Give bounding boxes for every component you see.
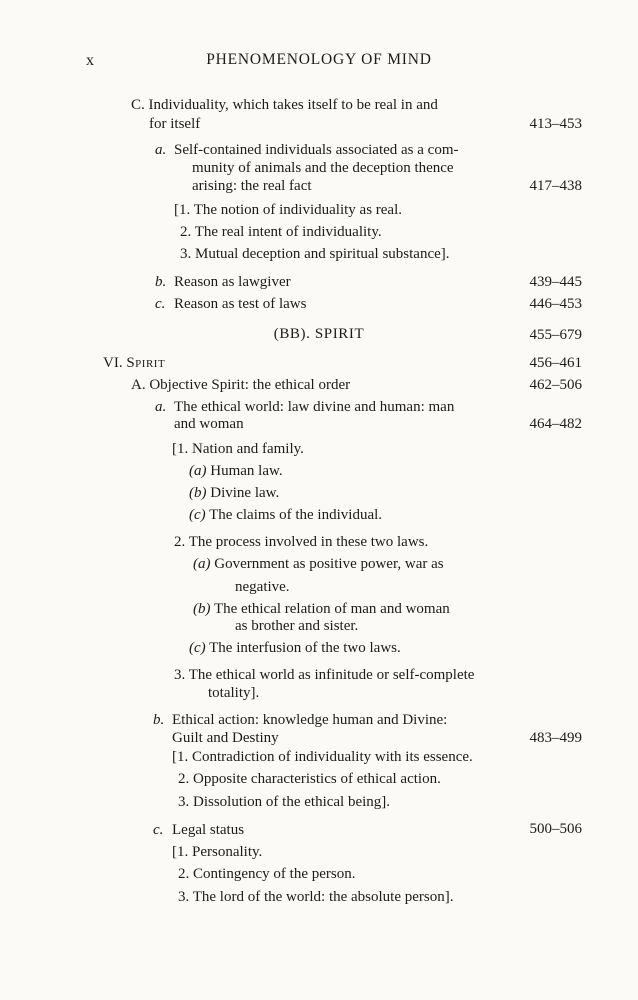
toc-entry-c-line1: C. Individuality, which takes itself to be real in and <box>131 97 438 113</box>
toc-entry-vi-a-b-line1: Ethical action: knowledge human and Divine: <box>172 712 448 728</box>
toc-subsubitem: (c) The claims of the individual. <box>189 507 383 523</box>
toc-subitem: 3. Mutual deception and spiritual substance]. <box>180 246 450 262</box>
toc-subitem: 3. Dissolution of the ethical being]. <box>178 794 391 810</box>
toc-entry-vi-a-pages: 462–506 <box>529 377 582 393</box>
page-number: x <box>86 52 94 69</box>
toc-subsubitem-cont: as brother and sister. <box>235 618 359 634</box>
toc-entry-c-pages: 413–453 <box>529 116 582 132</box>
toc-subsubitem-cont: negative. <box>235 579 290 595</box>
toc-entry-vi-a: A. Objective Spirit: the ethical order <box>131 377 351 393</box>
toc-entry-c-b-label: b. <box>155 274 167 290</box>
toc-entry-c-a-line3: arising: the real fact <box>192 178 312 194</box>
section-heading-spirit-pages: 455–679 <box>529 327 582 343</box>
toc-entry-c-c-label: c. <box>155 296 166 312</box>
toc-entry-c-line2: for itself <box>149 116 201 132</box>
toc-subsubitem: (b) The ethical relation of man and woman <box>193 601 450 617</box>
toc-entry-vi-a-b-pages: 483–499 <box>529 730 582 746</box>
toc-entry-c-c: Reason as test of laws <box>174 296 307 312</box>
toc-entry-c-a-line1: Self-contained individuals associated as a com- <box>174 142 459 158</box>
toc-subitem: 3. The ethical world as infinitude or self-complete <box>174 667 475 683</box>
toc-entry-vi-a-c: Legal status <box>172 822 245 838</box>
toc-entry-vi-a-a-pages: 464–482 <box>529 416 582 432</box>
toc-entry-c-a-label: a. <box>155 142 167 158</box>
toc-subitem-cont: totality]. <box>208 685 260 701</box>
toc-entry-c-a-pages: 417–438 <box>529 178 582 194</box>
toc-entry-c-b-pages: 439–445 <box>529 274 582 290</box>
toc-entry-c-c-pages: 446–453 <box>529 296 582 312</box>
toc-entry-c-a-line2: munity of animals and the deception thence <box>192 160 454 176</box>
chapter-entry-vi: VI. Spirit <box>103 355 166 371</box>
toc-subitem: 3. The lord of the world: the absolute person]. <box>178 889 454 905</box>
toc-entry-vi-a-a-label: a. <box>155 399 167 415</box>
toc-entry-vi-a-b-label: b. <box>153 712 165 728</box>
toc-entry-vi-a-c-pages: 500–506 <box>529 821 582 837</box>
chapter-entry-vi-pages: 456–461 <box>529 355 582 371</box>
toc-subsubitem: (c) The interfusion of the two laws. <box>189 640 401 656</box>
toc-subitem: 2. The process involved in these two laws. <box>174 534 429 550</box>
toc-subitem: [1. The notion of individuality as real. <box>174 202 403 218</box>
toc-subsubitem: (a) Government as positive power, war as <box>193 556 444 572</box>
toc-entry-vi-a-a-line2: and woman <box>174 416 244 432</box>
toc-subitem: 2. Opposite characteristics of ethical action. <box>178 771 441 787</box>
toc-entry-vi-a-c-label: c. <box>153 822 164 838</box>
toc-subitem: [1. Personality. <box>172 844 263 860</box>
section-heading-spirit: (BB). SPIRIT <box>273 326 365 342</box>
toc-subitem: 2. The real intent of individuality. <box>180 224 382 240</box>
running-title: PHENOMENOLOGY OF MIND <box>206 51 432 68</box>
toc-subitem: 2. Contingency of the person. <box>178 866 356 882</box>
toc-subsubitem: (b) Divine law. <box>189 485 280 501</box>
toc-subsubitem: (a) Human law. <box>189 463 283 479</box>
toc-entry-vi-a-a-line1: The ethical world: law divine and human: man <box>174 399 455 415</box>
toc-subitem: [1. Nation and family. <box>172 441 304 457</box>
toc-entry-c-b: Reason as lawgiver <box>174 274 291 290</box>
toc-subitem: [1. Contradiction of individuality with its essence. <box>172 749 473 765</box>
toc-entry-vi-a-b-line2: Guilt and Destiny <box>172 730 279 746</box>
